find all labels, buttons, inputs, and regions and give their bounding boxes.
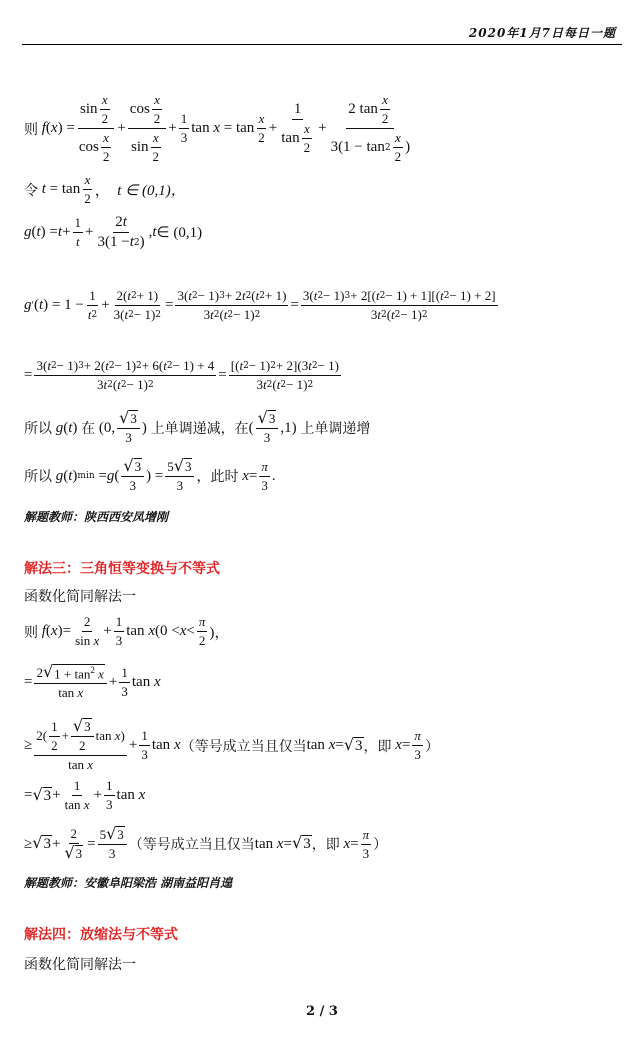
equation-gt: g ( t ) = t + $\frac{1}{t}$ + 2 t 3(1 − t 2 ) , t ∈ (0,1) (24, 214, 203, 250)
text-suoyi-2: 所以 (24, 469, 52, 485)
teacher-credit-2: 解题教师：安徽阜阳梁浩 湖南益阳肖遑 (24, 876, 233, 890)
text-cishi: ，此时 (196, 469, 239, 485)
s3-eq1: 则 f ( x )= 2 sin x + $\frac{1}{3}$ tan x (0 < x < $\frac{\pi}{2}$ )， (24, 614, 230, 648)
section3-heading: 解法三：三角恒等变换与不等式 (24, 561, 220, 577)
teacher-credit-1: 解题教师：陕西西安凤增刚 (24, 510, 169, 524)
section3-subtitle: 函数化简同解法一 (24, 589, 136, 605)
equation-gprime: g ' ( t ) = 1 − 1 t 2 + 2( t 2 + 1) 3( t 2 − 1) 2 = 3( t 2 − 1) 3 + 2 t 2 ( t 2 + 1) 3 t 2 ( t 2 − 1) 2 = 3( t 2 − 1) 3 + 2[( t 2 − 1) + 1][( t 2 − 1) + 2] 3 t 2 ( t 2 − 1) 2 (24, 288, 496, 322)
minimum-line: 所以 g ( t ) min = g ( √ 3 3 ) = 5 √ 3 3 ，此时 x = $\frac{\pi}{3}$ . (24, 456, 276, 493)
note-ji-1: ，即 (363, 738, 392, 755)
page-header: 2020年1月7日每日一题 (468, 26, 616, 40)
text-zai: 在 (81, 421, 96, 437)
text-increasing: 上单调递增 (300, 421, 371, 437)
section4-subtitle: 函数化简同解法一 (24, 957, 136, 973)
s3-eq4: = √ 3 + 1 tan x + $\frac{1}{3}$ tan x (24, 778, 146, 812)
text-ling: 令 (24, 182, 38, 199)
section4-heading: 解法四：放缩法与不等式 (24, 927, 178, 943)
substitution-line: 令 t = tan $\frac{x}{2}$ ， t ∈ (0,1)， (24, 172, 186, 206)
text-ze: 则 (24, 121, 38, 138)
note-equality-1: （等号成立当且仅当 (180, 738, 307, 755)
equation-gprime-cont: = 3( t 2 − 1) 3 + 2( t 2 − 1) 2 + 6( t 2 − 1) + 4 3 t 2 ( t 2 − 1) 2 = [( t 2 − 1) 2 + 2](3 t 2 − 1) 3 t 2 ( t 2 − 1) 2 (24, 358, 339, 392)
domain-text: t ∈ (0,1)， (117, 183, 186, 199)
s3-eq2: = 2 √ $1 + \tan^2 x$ tan x + $\frac{1}{3}$ tan x (24, 662, 161, 701)
s3-eq5: ≥ √ 3 + 2 √ 3 = 5 √ 3 3 （等号成立当且仅当 tan x = √ 3 ，即 x = $\frac{\pi}{3}$ ） (24, 824, 388, 862)
note-equality-2: （等号成立当且仅当 (128, 837, 255, 853)
s3-eq3: ≥ 2( $\frac{1}{2}$ + √ 3 2 tan x ) tan x + $\frac{1}{3}$ tan x （等号成立当且仅当 tan x = √ 3 ，即 x = $\frac{\pi}{3}$ ） (24, 716, 439, 772)
page-number: 2 / 3 (306, 1004, 338, 1019)
equation-fx: 则 f ( x ) = sin $\frac{x}{2}$ cos $\frac{x}{2}$ + cos $\frac{x}{2}$ sin $\frac{x}{2}$ + $\frac{1}{3}$ tan x = tan $\frac{x}{2}$ + 1 tan $\frac{x}{2}$ + 2 tan $\frac{x}{2}$ 3(1 − tan 2 $\frac{x}{2}$ ) (24, 92, 411, 164)
header-rule (22, 44, 622, 45)
note-ji-2: ，即 (311, 837, 340, 853)
text-suoyi: 所以 (24, 421, 52, 437)
monotonic-line: 所以 g ( t ) 在 (0, √ 3 3 ) 上单调递减，在 ( √ 3 3 ,1) 上单调递增 (24, 408, 371, 445)
note-close-2: ） (373, 837, 388, 853)
text-decreasing: 上单调递减，在 (150, 421, 249, 437)
note-close-1: ） (424, 738, 439, 755)
